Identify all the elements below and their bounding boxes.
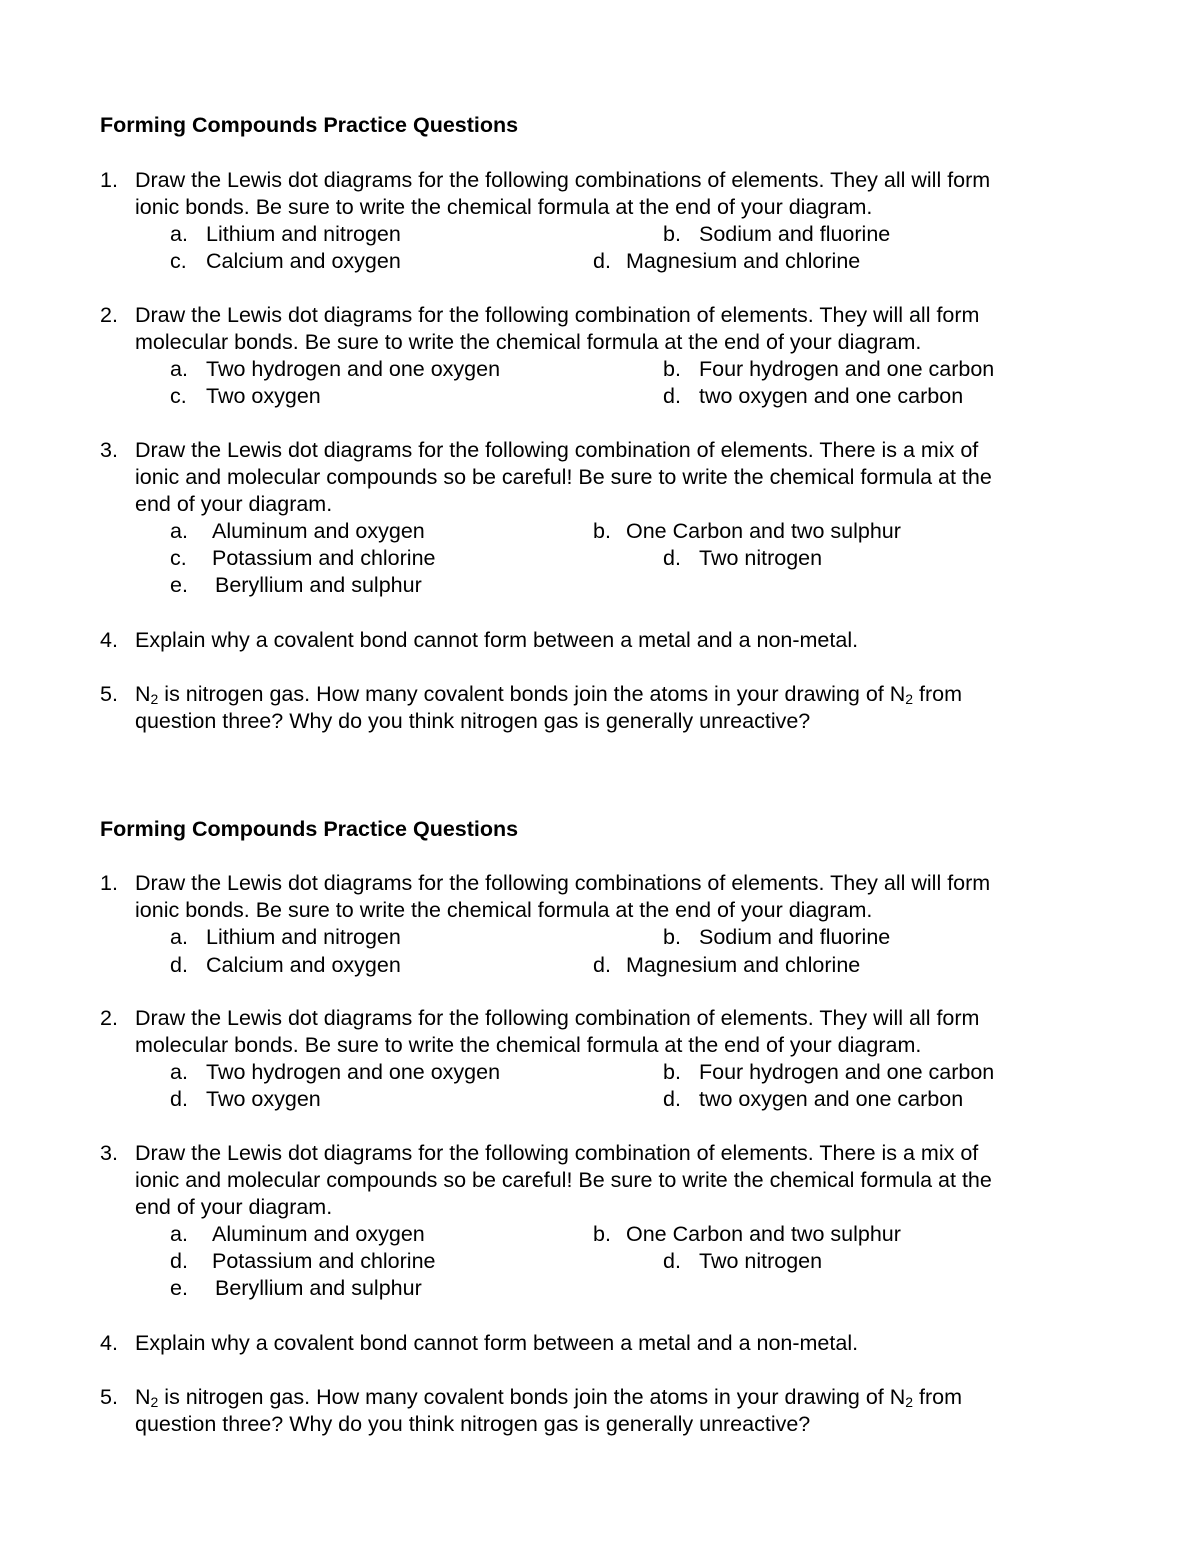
option-text: two oxygen and one carbon bbox=[699, 1087, 964, 1111]
option-item bbox=[663, 356, 994, 383]
option-letter: d. bbox=[170, 1087, 188, 1111]
option-text: Two oxygen bbox=[206, 1087, 321, 1111]
question-text-line: question three? Why do you think nitrogen gas is generally unreactive? bbox=[135, 1412, 811, 1436]
option-text: Four hydrogen and one carbon bbox=[699, 357, 995, 381]
option-item bbox=[170, 572, 422, 599]
option-letter: d. bbox=[663, 546, 681, 570]
option-letter: d. bbox=[663, 1087, 681, 1111]
option-text: Two oxygen bbox=[206, 384, 321, 408]
question-text-line: Explain why a covalent bond cannot form between a metal and a non-metal. bbox=[135, 628, 859, 652]
question-text-line: ionic and molecular compounds so be careful! Be sure to write the chemical formula at the bbox=[135, 1168, 992, 1192]
question-number: 4. bbox=[100, 628, 118, 652]
option-item bbox=[663, 1086, 963, 1113]
option-letter: c. bbox=[170, 384, 187, 408]
option-item bbox=[170, 952, 401, 979]
option-text: Calcium and oxygen bbox=[206, 953, 401, 977]
option-item bbox=[170, 924, 401, 951]
option-text: Magnesium and chlorine bbox=[626, 953, 861, 977]
option-item bbox=[170, 1275, 422, 1302]
question-text: from bbox=[913, 1385, 963, 1409]
option-text: Calcium and oxygen bbox=[206, 249, 401, 273]
question-text-line bbox=[135, 1384, 1095, 1411]
question-number: 2. bbox=[100, 1006, 118, 1030]
subscript: 2 bbox=[150, 1394, 159, 1410]
question-text: from bbox=[913, 682, 963, 706]
option-item bbox=[170, 248, 401, 275]
option-item bbox=[170, 221, 401, 248]
option-letter: a. bbox=[170, 1060, 188, 1084]
option-item bbox=[170, 1221, 425, 1248]
option-letter: a. bbox=[170, 519, 188, 543]
option-letter: b. bbox=[663, 357, 681, 381]
question-text-line: molecular bonds. Be sure to write the chemical formula at the end of your diagram. bbox=[135, 330, 922, 354]
question-text-line: Draw the Lewis dot diagrams for the following combinations of elements. They all will form bbox=[135, 871, 991, 895]
question-number: 3. bbox=[100, 438, 118, 462]
subscript: 2 bbox=[905, 691, 914, 707]
option-letter: b. bbox=[663, 1060, 681, 1084]
question-text: is nitrogen gas. How many covalent bonds join the atoms in your drawing of N bbox=[158, 1385, 906, 1409]
option-text: Two nitrogen bbox=[699, 1249, 823, 1273]
question-text-line: ionic bonds. Be sure to write the chemical formula at the end of your diagram. bbox=[135, 898, 873, 922]
question-number: 5. bbox=[100, 1385, 118, 1409]
option-text: Four hydrogen and one carbon bbox=[699, 1060, 995, 1084]
option-letter: d. bbox=[663, 1249, 681, 1273]
question-text-line: Draw the Lewis dot diagrams for the following combinations of elements. They all will form bbox=[135, 168, 991, 192]
option-text: One Carbon and two sulphur bbox=[626, 1222, 901, 1246]
question-text: is nitrogen gas. How many covalent bonds join the atoms in your drawing of N bbox=[158, 682, 906, 706]
option-item bbox=[663, 1059, 994, 1086]
option-letter: b. bbox=[593, 1222, 611, 1246]
option-text: two oxygen and one carbon bbox=[699, 384, 964, 408]
question-number: 3. bbox=[100, 1141, 118, 1165]
option-text: Two hydrogen and one oxygen bbox=[206, 1060, 501, 1084]
question-number: 1. bbox=[100, 871, 118, 895]
option-letter: d. bbox=[593, 249, 611, 273]
question-text-line: Explain why a covalent bond cannot form between a metal and a non-metal. bbox=[135, 1331, 859, 1355]
option-text: Potassium and chlorine bbox=[212, 546, 436, 570]
option-item bbox=[170, 518, 425, 545]
option-text: Two nitrogen bbox=[699, 546, 823, 570]
option-letter: c. bbox=[170, 249, 187, 273]
option-text: Lithium and nitrogen bbox=[206, 925, 401, 949]
question-text-line: Draw the Lewis dot diagrams for the following combination of elements. They will all form bbox=[135, 1006, 980, 1030]
option-letter: e. bbox=[170, 1276, 188, 1300]
option-item bbox=[663, 221, 890, 248]
subscript: 2 bbox=[905, 1394, 914, 1410]
option-text: Lithium and nitrogen bbox=[206, 222, 401, 246]
formula-text: N bbox=[135, 1385, 151, 1409]
option-text: Potassium and chlorine bbox=[212, 1249, 436, 1273]
question-number: 1. bbox=[100, 168, 118, 192]
option-letter: b. bbox=[593, 519, 611, 543]
option-item bbox=[170, 1086, 321, 1113]
option-letter: a. bbox=[170, 222, 188, 246]
option-letter: d. bbox=[593, 953, 611, 977]
subscript: 2 bbox=[150, 691, 159, 707]
question-number: 5. bbox=[100, 682, 118, 706]
question-text-line: Draw the Lewis dot diagrams for the following combination of elements. There is a mix of bbox=[135, 438, 979, 462]
question-text-line: Draw the Lewis dot diagrams for the following combination of elements. They will all form bbox=[135, 303, 980, 327]
question-text-line: Draw the Lewis dot diagrams for the following combination of elements. There is a mix of bbox=[135, 1141, 979, 1165]
option-text: Aluminum and oxygen bbox=[212, 1222, 425, 1246]
option-text: One Carbon and two sulphur bbox=[626, 519, 901, 543]
worksheet-title: Forming Compounds Practice Questions bbox=[100, 113, 519, 137]
option-item bbox=[593, 248, 860, 275]
option-letter: c. bbox=[170, 546, 187, 570]
question-text-line: ionic bonds. Be sure to write the chemical formula at the end of your diagram. bbox=[135, 195, 873, 219]
option-item bbox=[663, 383, 963, 410]
worksheet-title: Forming Compounds Practice Questions bbox=[100, 817, 519, 841]
option-item bbox=[593, 952, 860, 979]
question-text-line bbox=[135, 681, 1095, 708]
option-text: Beryllium and sulphur bbox=[215, 1276, 422, 1300]
option-letter: d. bbox=[170, 1249, 188, 1273]
option-item bbox=[170, 1059, 500, 1086]
option-item bbox=[663, 1248, 822, 1275]
option-item bbox=[663, 545, 822, 572]
option-letter: d. bbox=[663, 384, 681, 408]
option-text: Aluminum and oxygen bbox=[212, 519, 425, 543]
option-letter: e. bbox=[170, 573, 188, 597]
option-text: Beryllium and sulphur bbox=[215, 573, 422, 597]
question-number: 2. bbox=[100, 303, 118, 327]
formula-text: N bbox=[135, 682, 151, 706]
question-text-line: molecular bonds. Be sure to write the chemical formula at the end of your diagram. bbox=[135, 1033, 922, 1057]
question-text-line: question three? Why do you think nitrogen gas is generally unreactive? bbox=[135, 709, 811, 733]
option-text: Sodium and fluorine bbox=[699, 222, 891, 246]
option-item bbox=[170, 383, 321, 410]
option-text: Magnesium and chlorine bbox=[626, 249, 861, 273]
option-item bbox=[593, 518, 901, 545]
option-item bbox=[663, 924, 890, 951]
question-text-line: end of your diagram. bbox=[135, 1195, 333, 1219]
option-letter: d. bbox=[170, 953, 188, 977]
option-text: Sodium and fluorine bbox=[699, 925, 891, 949]
option-item bbox=[170, 1248, 435, 1275]
option-item bbox=[170, 545, 435, 572]
option-item bbox=[170, 356, 500, 383]
option-item bbox=[593, 1221, 901, 1248]
question-text-line: ionic and molecular compounds so be careful! Be sure to write the chemical formula at the bbox=[135, 465, 992, 489]
option-letter: a. bbox=[170, 925, 188, 949]
question-number: 4. bbox=[100, 1331, 118, 1355]
question-text-line: end of your diagram. bbox=[135, 492, 333, 516]
option-letter: a. bbox=[170, 1222, 188, 1246]
option-letter: b. bbox=[663, 222, 681, 246]
option-letter: a. bbox=[170, 357, 188, 381]
option-letter: b. bbox=[663, 925, 681, 949]
option-text: Two hydrogen and one oxygen bbox=[206, 357, 501, 381]
